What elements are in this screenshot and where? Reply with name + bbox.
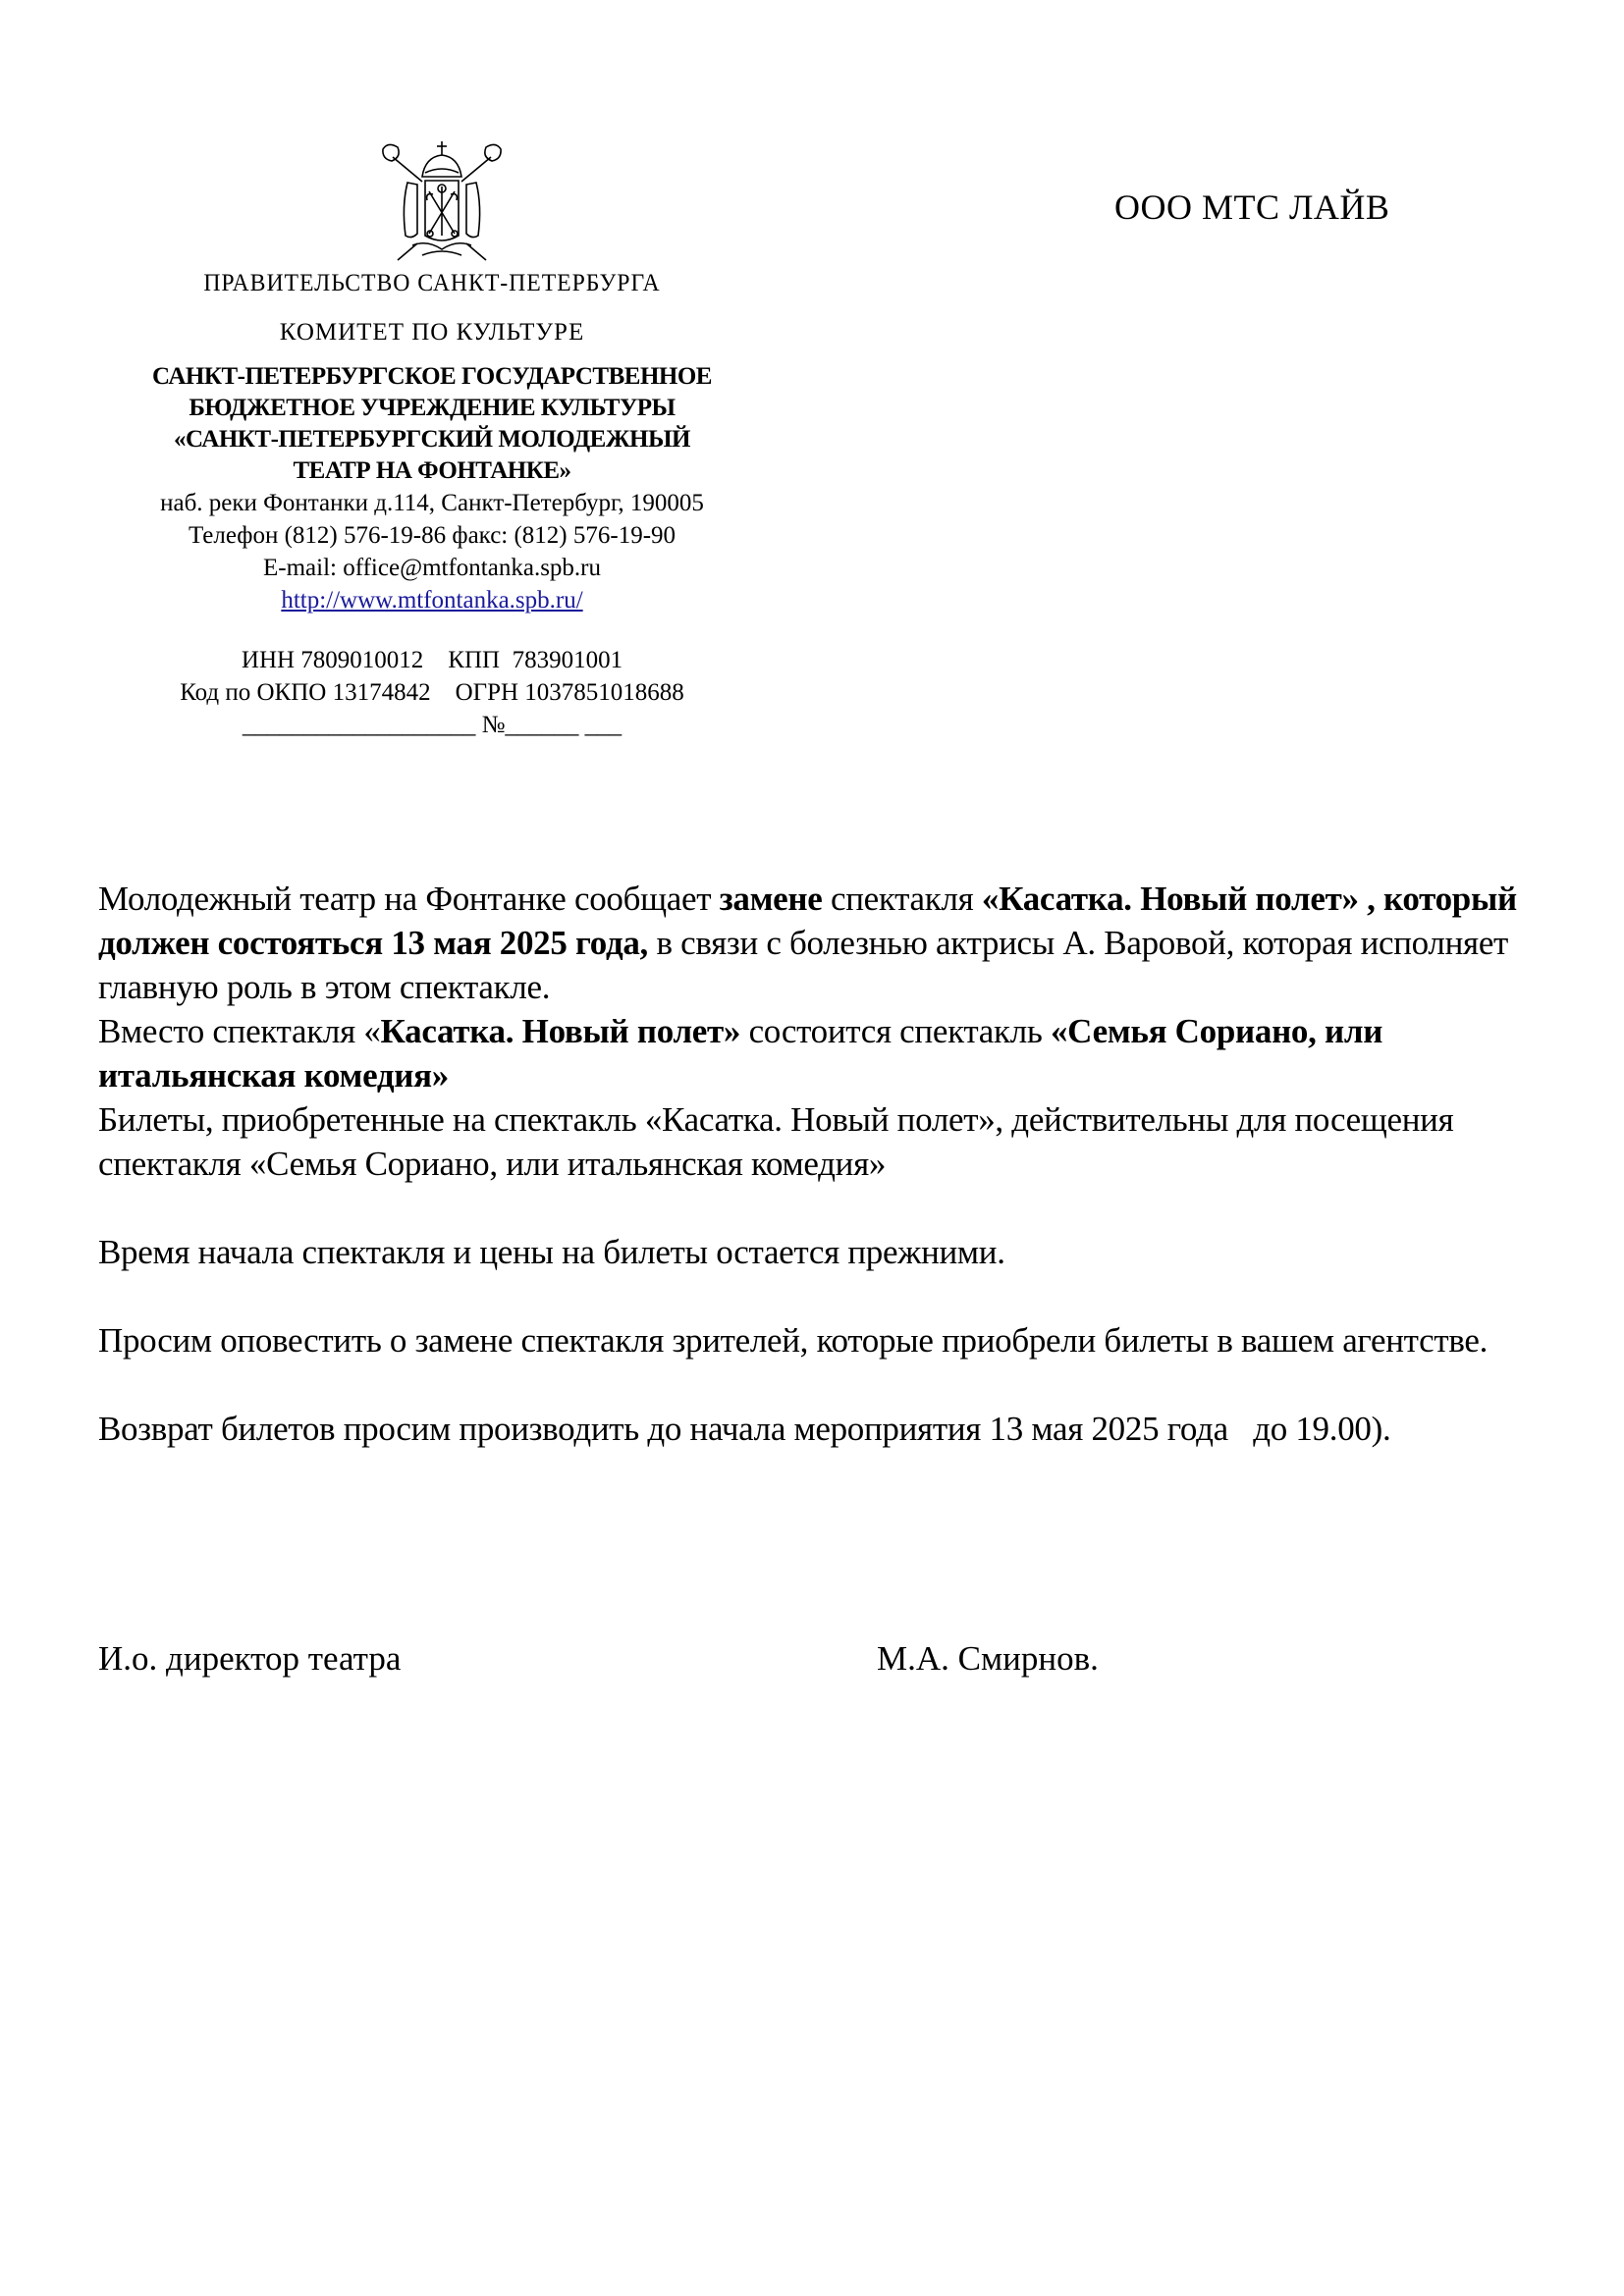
paragraph-replacement-notice	[98, 877, 1532, 1009]
okpo-ogrn: Код по ОКПО 13174842 ОГРН 1037851018688	[180, 679, 684, 706]
bold-text: Касатка. Новый полет»	[380, 1012, 741, 1050]
organization-line: САНКТ-ПЕТЕРБУРГСКОЕ ГОСУДАРСТВЕННОЕ	[152, 363, 712, 390]
committee-name: КОМИТЕТ ПО КУЛЬТУРЕ	[279, 319, 585, 346]
address: наб. реки Фонтанки д.114, Санкт-Петербург, 190005	[160, 490, 704, 516]
paragraph-tickets-valid: Билеты, приобретенные на спектакль «Касатка. Новый полет», действительны для посещения спектакля «Семья Сориано, или итальянская комедия»	[98, 1100, 1454, 1183]
bold-text: «Касатка. Новый полет» , который должен состояться 13 мая 2025 года,	[98, 880, 1517, 962]
document-number-line: ___________________ №______ ___	[242, 712, 623, 738]
phone-fax: Телефон (812) 576-19-86 факс: (812) 576-19-90	[188, 522, 677, 549]
text: Молодежный театр на Фонтанке сообщает	[98, 880, 720, 918]
letterhead	[98, 267, 766, 741]
paragraph-notify-viewers: Просим оповестить о замене спектакля зрителей, которые приобрели билеты в вашем агентстве.	[98, 1321, 1489, 1360]
organization-line: ТЕАТР НА ФОНТАНКЕ»	[293, 457, 571, 484]
email: E-mail: office@mtfontanka.spb.ru	[263, 555, 601, 581]
text: состоится спектакль	[740, 1012, 1051, 1050]
organization-line: БЮДЖЕТНОЕ УЧРЕЖДЕНИЕ КУЛЬТУРЫ	[189, 395, 676, 421]
website-link[interactable]: http://www.mtfontanka.spb.ru/	[281, 587, 583, 614]
bold-text: «Семья Сориано, или итальянская комедия»	[98, 1012, 1383, 1095]
paragraph-refund: Возврат билетов просим производить до начала мероприятия 13 мая 2025 года до 19.00).	[98, 1410, 1391, 1448]
inn-kpp: ИНН 7809010012 КПП 783901001	[241, 647, 623, 673]
recipient: ООО МТС ЛАЙВ	[1114, 187, 1390, 227]
organization-name	[98, 361, 766, 487]
text: в связи с болезнью актрисы А. Варовой, которая исполняет главную роль в этом спектакле.	[98, 924, 1509, 1006]
letter-body	[98, 877, 1532, 1451]
text: Вместо спектакля «	[98, 1012, 381, 1050]
paragraph-replacement-show	[98, 1009, 1532, 1097]
bold-text: замене	[719, 880, 823, 918]
paragraph-time-prices: Время начала спектакля и цены на билеты остается прежними.	[98, 1233, 1005, 1271]
coat-of-arms-icon	[368, 137, 515, 270]
coat-of-arms-emblem	[368, 137, 515, 270]
text: спектакля	[822, 880, 982, 918]
organization-line: «САНКТ-ПЕТЕРБУРГСКИЙ МОЛОДЕЖНЫЙ	[173, 426, 690, 453]
signatory-position: И.о. директор театра	[98, 1639, 402, 1678]
signatory-name: М.А. Смирнов.	[877, 1639, 1099, 1678]
government-name: ПРАВИТЕЛЬСТВО САНКТ-ПЕТЕРБУРГА	[203, 270, 661, 296]
